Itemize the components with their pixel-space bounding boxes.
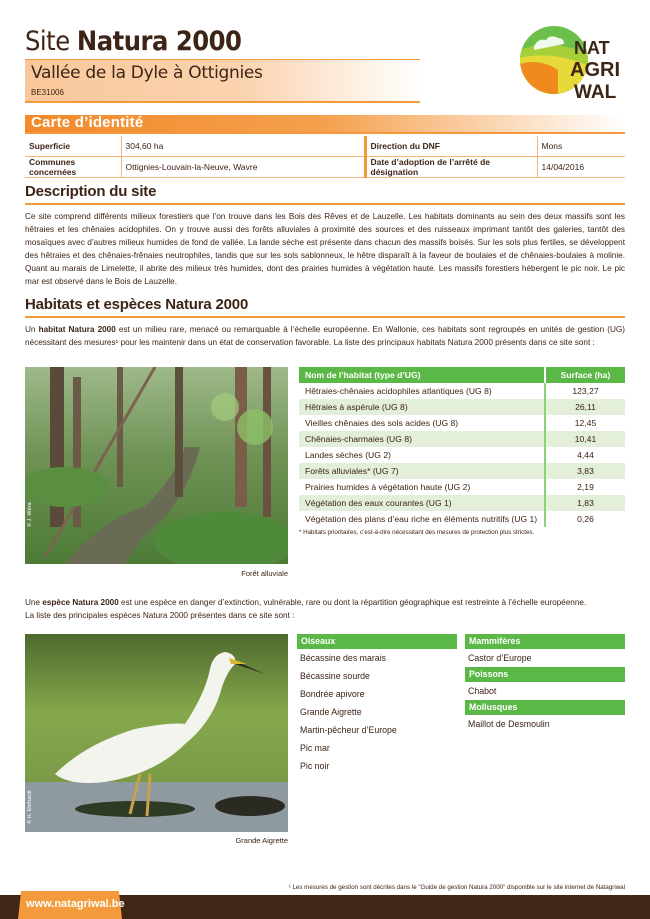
site-code: BE31006	[31, 88, 64, 97]
identity-key: Date d’adoption de l’arrêté de désignation	[365, 156, 537, 177]
habitat-name: Hêtraies-chênaies acidophiles atlantiques (UG 8)	[305, 386, 492, 396]
forest-caption: Forêt alluviale	[241, 569, 288, 578]
logo-text-nat: NAT	[574, 38, 610, 58]
habitat-name: Forêts alluviales* (UG 7)	[299, 463, 545, 479]
forest-image-icon	[25, 367, 288, 564]
habitat-surface: 3,83	[545, 463, 625, 479]
identity-value: Mons	[537, 136, 625, 156]
logo-text-wal: WAL	[574, 82, 617, 103]
natagriwal-logo	[520, 20, 630, 104]
identity-key: Direction du DNF	[365, 136, 537, 156]
habitat-name: Vieilles chênaies des sols acides (UG 8)	[305, 418, 459, 428]
habitat-name: Végétation des eaux courantes (UG 1)	[299, 495, 545, 511]
identity-key: Superficie	[25, 136, 121, 156]
egret-image-icon	[25, 634, 288, 832]
habitats-title: Habitats et espèces Natura 2000	[25, 296, 249, 313]
title-bold: Natura 2000	[76, 26, 242, 57]
species-group-header: Mammifères	[465, 634, 625, 649]
habitat-surface: 12,45	[545, 415, 625, 431]
species-group-header: Oiseaux	[297, 634, 457, 649]
habitat-row	[299, 415, 625, 431]
species-item: Pic noir	[300, 761, 330, 771]
habitat-row	[299, 399, 625, 415]
species-intro-pre: Une	[25, 598, 43, 607]
identity-value: 14/04/2016	[537, 156, 625, 177]
habitat-surface: 123,27	[545, 383, 625, 399]
habitat-surface: 2,19	[545, 479, 625, 495]
species-intro	[25, 596, 625, 622]
description-text: Ce site comprend différents milieux forestiers que l’on trouve dans les Bois des Rêves et de Lauzelle. Les habitats dominants au sein des deux massifs sont les hêtraies et les chênaies acidophiles. On y trouve aussi des forêts alluviales à proximité des sources et des ruisseaux imprimant tantôt des galeries, tantôt des mosaïques avec d’autres milieux humides de fond de vallée. La lande sèche est présente dans chacun des massifs boisés. Sur les sols plus fertiles, se développent des hêtraies et des chênaies-frênaies neutrophiles, tandis que sur les sols sablonneux, le hêtre disparaît à la faveur de boulaies et de chênaies-boulaies à molinie. Quant au marais de Limelette, il abrite des milieux très humides, dont des prairies humides à végétation haute. Les massifs forestiers hébergent le pic noir. Le pic mar est observé dans le Bois de Lauzelle.	[25, 212, 625, 286]
identity-value: Ottignies-Louvain-la-Neuve, Wavre	[121, 156, 365, 177]
description-title: Description du site	[25, 183, 157, 200]
species-intro-post: est une espèce en danger d’extinction, vulnérable, rare ou dont la répartition géographique est restreinte à l’échelle européenne.	[118, 598, 587, 607]
habitat-surface: 4,44	[545, 447, 625, 463]
species-item: Chabot	[468, 686, 497, 696]
habitat-name-header: Nom de l’habitat (type d’UG)	[299, 367, 545, 383]
species-column-right	[465, 634, 625, 733]
habitats-table	[299, 367, 625, 527]
species-item: Maillot de Desmoulin	[468, 719, 550, 729]
species-intro-line2: La liste des principales espèces Natura 2000 présentes dans ce site sont :	[25, 611, 295, 620]
habitats-rule	[25, 316, 625, 318]
identity-row	[25, 156, 625, 177]
habitat-row	[299, 463, 625, 479]
egret-caption: Grande Aigrette	[235, 836, 288, 845]
page-title	[25, 26, 241, 57]
habitat-surface: 1,83	[545, 495, 625, 511]
identity-key: Communes concernées	[25, 156, 121, 177]
habitats-header-row	[299, 367, 625, 383]
species-item: Martin-pêcheur d’Europe	[300, 725, 397, 735]
species-item: Pic mar	[300, 743, 330, 753]
habitat-row	[299, 479, 625, 495]
habitat-surface: 0,26	[545, 511, 625, 527]
habitat-name: Landes sèches (UG 2)	[305, 450, 391, 460]
habitat-row	[299, 383, 625, 399]
intro-post: est un milieu rare, menacé ou remarquable à l’échelle européenne. En Wallonie, ces habitats sont regroupés en unités de gestion (UG) nécessitant des mesures¹ pour les maintenir dans un état de conservation favorable. La liste des principaux habitats Natura 2000 présents dans ce site sont :	[25, 325, 625, 347]
habitat-name: Végétation des plans d’eau riche en éléments nutritifs (UG 1)	[305, 514, 538, 524]
egret-photo-credit: © H. Ehrhardt	[27, 790, 33, 824]
species-item: Grande Aigrette	[300, 707, 362, 717]
habitat-row	[299, 495, 625, 511]
habitat-name: Prairies humides à végétation haute (UG 2)	[305, 482, 471, 492]
photo-credit: © J. Wéra	[27, 502, 33, 527]
species-group-header: Mollusques	[465, 700, 625, 715]
intro-pre: Un	[25, 325, 39, 334]
habitat-row	[299, 511, 625, 527]
footer-note: ¹ Les mesures de gestion sont décrites dans le "Guide de gestion Natura 2000" disponible sur le site internet de Natagriwal	[288, 884, 625, 891]
identity-title: Carte d’identité	[31, 114, 144, 131]
description-rule	[25, 203, 625, 205]
title-prefix: Site	[25, 26, 70, 57]
site-name: Vallée de la Dyle à Ottignies	[31, 63, 263, 83]
egret-photo	[25, 634, 288, 832]
logo-text-agri: AGRI	[570, 59, 620, 81]
website-link[interactable]: www.natagriwal.be	[26, 898, 125, 910]
habitats-note: * Habitats prioritaires, c’est-à-dire nécessitant des mesures de protection plus strictes.	[299, 529, 535, 536]
species-intro-bold: espèce Natura 2000	[42, 598, 119, 607]
identity-row	[25, 136, 625, 156]
species-item: Bécassine sourde	[300, 671, 370, 681]
habitats-intro	[25, 323, 625, 349]
species-column-left	[297, 634, 457, 775]
habitat-row	[299, 447, 625, 463]
intro-bold: habitat Natura 2000	[38, 325, 116, 334]
identity-table	[25, 136, 625, 178]
habitat-name: Hêtraies à aspérule (UG 8)	[299, 399, 545, 415]
logo-icon	[520, 20, 630, 104]
surface-header: Surface (ha)	[545, 367, 625, 383]
forest-photo	[25, 367, 288, 564]
identity-value: 304,60 ha	[121, 136, 365, 156]
species-group-header: Poissons	[465, 667, 625, 682]
habitat-surface: 26,11	[545, 399, 625, 415]
habitat-surface: 10,41	[545, 431, 625, 447]
species-item: Castor d’Europe	[468, 653, 532, 663]
habitat-row	[299, 431, 625, 447]
habitat-name: Chênaies-charmaies (UG 8)	[299, 431, 545, 447]
species-item: Bécassine des marais	[300, 653, 387, 663]
species-item: Bondrée apivore	[300, 689, 365, 699]
